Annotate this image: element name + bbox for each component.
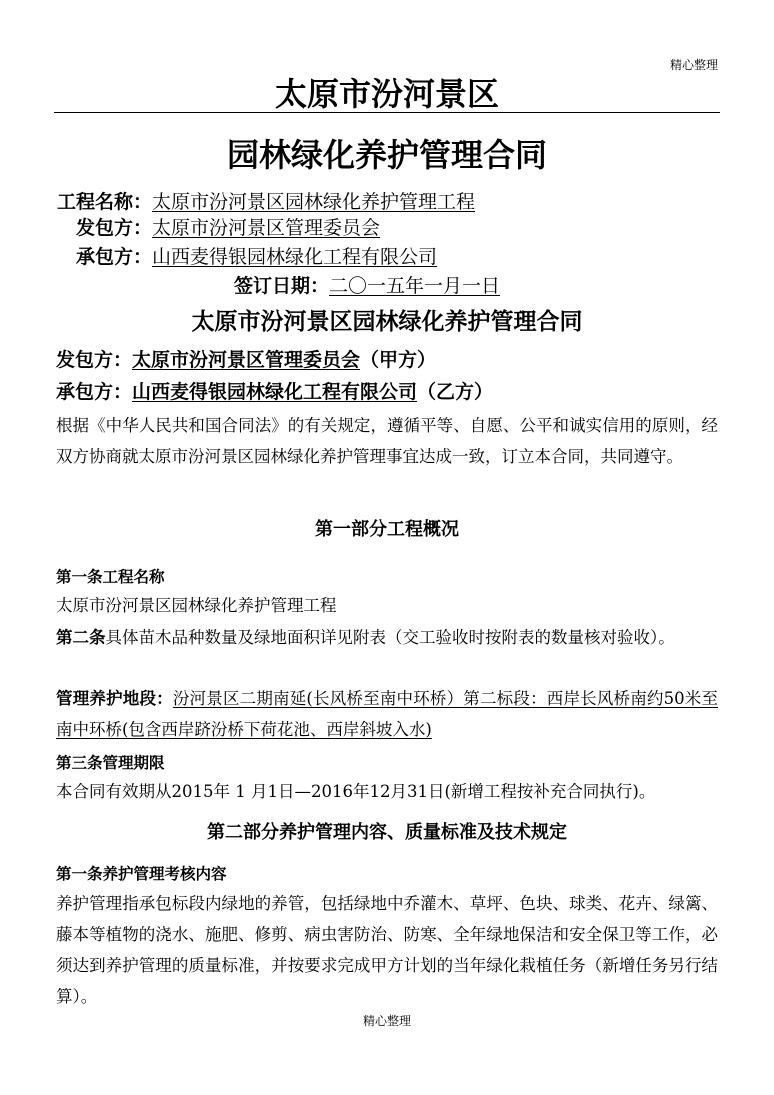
signing-date-label: 签订日期： bbox=[234, 275, 330, 297]
employer-value: 太原市汾河景区管理委员会 bbox=[152, 217, 381, 239]
party-a-name: 太原市汾河景区管理委员会 bbox=[132, 349, 361, 371]
project-name-line bbox=[57, 190, 475, 214]
part2-article1-text: 养护管理指承包标段内绿地的养管，包括绿地中乔灌木、草坪、色块、球类、花卉、绿篱、藤本等植物的浇水、施肥、修剪、病虫害防治、防寒、全年绿地保洁和安全保卫等工作，必须达到养护管理的质量标准，并按要求完成甲方计划的当年绿化栽植任务（新增任务另行结算）。 bbox=[56, 894, 718, 1006]
maintenance-section-label: 管理养护地段： bbox=[56, 689, 173, 708]
party-a-line bbox=[56, 347, 436, 373]
party-b-role: （乙方） bbox=[417, 381, 494, 403]
project-name-label: 工程名称： bbox=[57, 191, 153, 213]
signing-date-line bbox=[234, 274, 500, 298]
part1-article2-text: 具体苗木品种数量及绿地面积详见附表（交工验收时按附表的数量核对验收）。 bbox=[105, 628, 675, 647]
part1-heading: 第一部分工程概况 bbox=[315, 519, 459, 540]
part2-heading: 第二部分养护管理内容、质量标准及技术规定 bbox=[207, 822, 567, 843]
employer-line bbox=[76, 216, 380, 240]
cover-title-line1: 太原市汾河景区 bbox=[274, 75, 499, 113]
part1-article2-paragraph bbox=[56, 622, 718, 653]
header-note: 精心整理 bbox=[669, 58, 718, 72]
party-b-label: 承包方： bbox=[56, 381, 133, 403]
contractor-value: 山西麦得银园林绿化工程有限公司 bbox=[152, 246, 438, 268]
maintenance-section-paragraph bbox=[56, 683, 718, 745]
part1-article1-heading: 第一条工程名称 bbox=[56, 568, 165, 586]
cover-title-line2: 园林绿化养护管理合同 bbox=[226, 136, 547, 174]
employer-label: 发包方： bbox=[76, 217, 153, 239]
maintenance-section-text: 汾河景区二期南延(长风桥至南中环桥）第二标段：西岸长风桥南约50米至南中环桥(包含西岸跻汾桥下荷花池、西岸斜坡入水) bbox=[56, 689, 718, 739]
contractor-label: 承包方： bbox=[76, 246, 153, 268]
party-b-name: 山西麦得银园林绿化工程有限公司 bbox=[132, 381, 418, 403]
part1-article3-heading: 第三条管理期限 bbox=[56, 754, 165, 772]
part1-article1-text: 太原市汾河景区园林绿化养护管理工程 bbox=[56, 596, 337, 615]
project-name-value: 太原市汾河景区园林绿化养护管理工程 bbox=[152, 191, 476, 213]
footer-note: 精心整理 bbox=[362, 1014, 411, 1028]
part1-article2-label: 第二条 bbox=[56, 628, 106, 647]
part2-article1-heading: 第一条养护管理考核内容 bbox=[56, 865, 227, 883]
header-rule bbox=[54, 112, 720, 113]
part1-article3-text: 本合同有效期从2015年 1 月1日—2016年12月31日(新增工程按补充合同执行)。 bbox=[56, 782, 656, 801]
party-a-role: （甲方） bbox=[360, 349, 437, 371]
contractor-line bbox=[76, 245, 437, 269]
contract-title: 太原市汾河景区园林绿化养护管理合同 bbox=[191, 309, 583, 335]
preamble-paragraph: 根据《中华人民共和国合同法》的有关规定，遵循平等、自愿、公平和诚实信用的原则，经双方协商就太原市汾河景区园林绿化养护管理事宜达成一致，订立本合同，共同遵守。 bbox=[56, 416, 718, 466]
signing-date-value: 二〇一五年一月一日 bbox=[329, 275, 501, 297]
party-b-line bbox=[56, 379, 493, 405]
party-a-label: 发包方： bbox=[56, 349, 133, 371]
